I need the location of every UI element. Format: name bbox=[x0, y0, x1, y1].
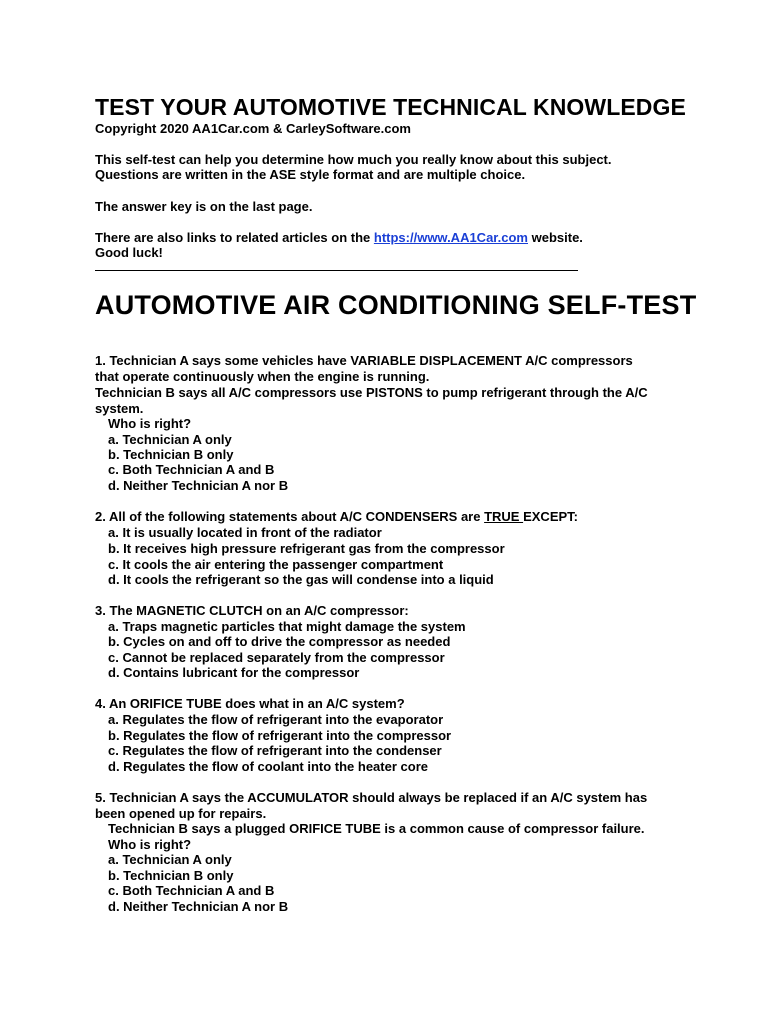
q1-line-4: system. bbox=[95, 401, 144, 416]
separator-rule bbox=[95, 270, 578, 271]
page-title: TEST YOUR AUTOMOTIVE TECHNICAL KNOWLEDGE bbox=[95, 94, 686, 120]
q2-stem-emphasis: TRUE bbox=[484, 509, 524, 524]
q4-option-b: b. Regulates the flow of refrigerant into the compressor bbox=[108, 728, 452, 743]
q1-prompt: Who is right? bbox=[108, 416, 192, 431]
q3-option-b: b. Cycles on and off to drive the compressor as needed bbox=[108, 634, 451, 649]
q2-option-b: b. It receives high pressure refrigerant gas from the compressor bbox=[108, 541, 505, 556]
q2-option-a: a. It is usually located in front of the radiator bbox=[108, 525, 382, 540]
q5-option-c: c. Both Technician A and B bbox=[108, 883, 275, 898]
q5-line-3: Technician B says a plugged ORIFICE TUBE is a common cause of compressor failure. bbox=[108, 821, 645, 836]
q3-option-c: c. Cannot be replaced separately from the compressor bbox=[108, 650, 445, 665]
q3-option-d: d. Contains lubricant for the compressor bbox=[108, 665, 360, 680]
q4-option-a: a. Regulates the flow of refrigerant into the evaporator bbox=[108, 712, 444, 727]
q2-stem-after: EXCEPT: bbox=[523, 509, 578, 524]
intro-line-2: Questions are written in the ASE style format and are multiple choice. bbox=[95, 167, 526, 182]
q2-option-c: c. It cools the air entering the passenger compartment bbox=[108, 557, 444, 572]
q1-line-2: that operate continuously when the engine is running. bbox=[95, 369, 430, 384]
q1-option-b: b. Technician B only bbox=[108, 447, 234, 462]
q5-line-1: 5. Technician A says the ACCUMULATOR should always be replaced if an A/C system has bbox=[95, 790, 648, 805]
q5-option-b: b. Technician B only bbox=[108, 868, 234, 883]
q1-option-d: d. Neither Technician A nor B bbox=[108, 478, 289, 493]
q5-line-2: been opened up for repairs. bbox=[95, 806, 267, 821]
q1-option-a: a. Technician A only bbox=[108, 432, 232, 447]
q1-option-c: c. Both Technician A and B bbox=[108, 462, 275, 477]
section-title: AUTOMOTIVE AIR CONDITIONING SELF-TEST bbox=[95, 290, 697, 320]
q4-option-d: d. Regulates the flow of coolant into the heater core bbox=[108, 759, 428, 774]
copyright-line: Copyright 2020 AA1Car.com & CarleySoftware.com bbox=[95, 121, 411, 136]
answer-key-note: The answer key is on the last page. bbox=[95, 199, 313, 214]
q2-stem-before: 2. All of the following statements about A/C CONDENSERS are bbox=[95, 509, 485, 524]
links-note-after: website. bbox=[528, 230, 583, 245]
q4-stem: 4. An ORIFICE TUBE does what in an A/C system? bbox=[95, 696, 405, 711]
q2-stem bbox=[95, 509, 578, 525]
q5-prompt: Who is right? bbox=[108, 837, 192, 852]
q1-line-1: 1. Technician A says some vehicles have VARIABLE DISPLACEMENT A/C compressors bbox=[95, 353, 633, 368]
q5-option-a: a. Technician A only bbox=[108, 852, 232, 867]
q3-option-a: a. Traps magnetic particles that might damage the system bbox=[108, 619, 466, 634]
links-note bbox=[95, 230, 583, 246]
q3-stem: 3. The MAGNETIC CLUTCH on an A/C compressor: bbox=[95, 603, 409, 618]
links-note-before: There are also links to related articles on the bbox=[95, 230, 374, 245]
aa1car-link[interactable]: https://www.AA1Car.com bbox=[373, 230, 528, 245]
q5-option-d: d. Neither Technician A nor B bbox=[108, 899, 289, 914]
q4-option-c: c. Regulates the flow of refrigerant into the condenser bbox=[108, 743, 442, 758]
good-luck-line: Good luck! bbox=[95, 245, 163, 260]
q2-option-d: d. It cools the refrigerant so the gas will condense into a liquid bbox=[108, 572, 494, 587]
q1-line-3: Technician B says all A/C compressors use PISTONS to pump refrigerant through the A/C bbox=[95, 385, 648, 400]
intro-line-1: This self-test can help you determine how much you really know about this subject. bbox=[95, 152, 612, 167]
